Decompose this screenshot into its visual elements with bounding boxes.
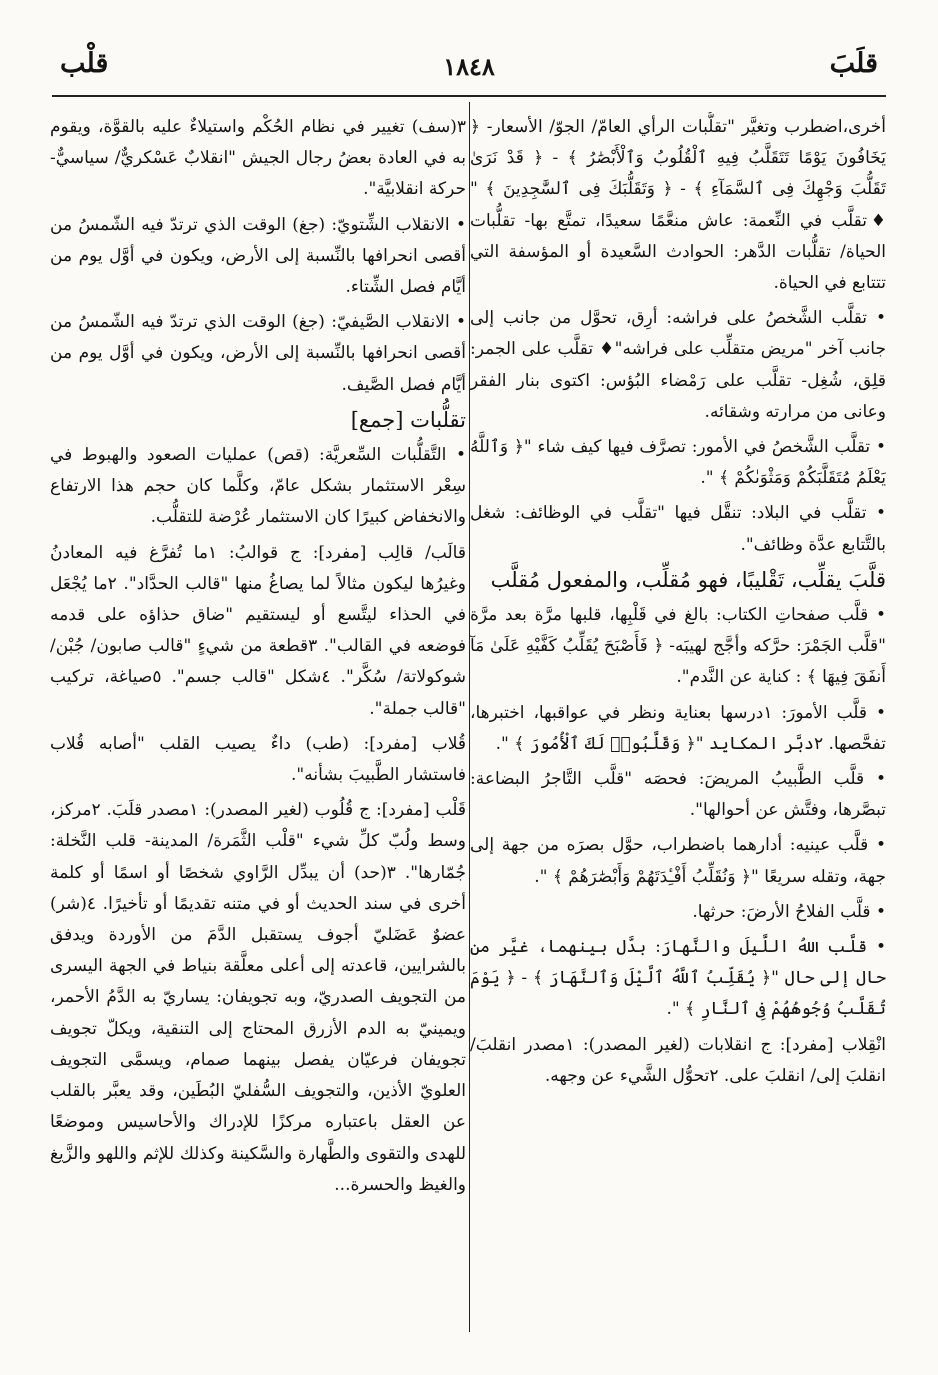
running-head-left: قلْب (60, 48, 109, 79)
headword-entry: قَلْب [مفرد]: ج قُلُوب (لغير المصدر): ١مصدر قلَبَ. ٢مركز، وسط ولُبّ كلِّ شيء "قلْب الثَّمَرة/ المدينة- قلب النَّخلة: جُمّارها". ٣(حد) أن يبدِّل الرَّاوي شخصًا أو اسمًا أو كلمة أخرى في سند الحديث أو في متنه تقديمًا أو تأخيرًا. ٤(شر) عضوٌ عَضَليّ أجوف يستقبل الدَّمَ من الأوردة ويدفق بالشرايين، قاعدته إلى أعلى معلَّقة بنياط في الجهة اليسرى من التجويف الصدريّ، وبه تجويفان: يساريّ به الدَّمُ الأحمر، ويمينيّ به الدم الأزرق المحتاج إلى التنقية، ويكلّ تجويف تجويفان فرعيّان يفصل بينهما صمام، ويسمَّى التجويف العلويّ الأذين، والتجويف السُّفليّ البُطَين، وقد يعبَّر بالقلب عن العقل باعتباره مركزًا للإدراك والأحاسيس وموضعًا للهدى والتقوى والطَّهارة والسَّكينة وكذلك للإثم واللهو والزَّيغ والغيظ والحسرة... (50, 800, 466, 1195)
page-header (52, 48, 886, 94)
headword-entry: قالَب/ قالِب [مفرد]: ج قوالبُ: ١ما تُفرَّغ فيه المعادنُ وغيرُها ليكون مثالاً لما يصاغُ منها "قالب الحدَّاد". ٢ما يُجْعَل في الحذاء ليتَّسع أو ليستقيم "ضاق حذاؤه على قدمه فوضعه في القالب". ٣قطعة من شيءٍ "قالب صابون/ جُبْن/ شوكولاتة/ سُكَّر". ٤شكل "قالب جسم". ٥صياغة، تركيب "قالب جملة". (50, 542, 466, 719)
entry-paragraph: • تقلَّب الشَّخصُ على فراشه: أرِق، تحوَّل من جانب إلى جانب آخر "مريض متقلِّب على فراشه"♦ تقلَّب على الجمر: قلِق، شُغِل- تقلَّب على رَمْضاء البُؤس: اكتوى بنار الفقر وعانى من مرارته وشقائه. (470, 308, 886, 422)
headword-entry: انْقِلاب [مفرد]: ج انقلابات (لغير المصدر): ١مصدر انقلبَ/ انقلبَ إلى/ انقلبَ على. ٢تحوُّل الشَّيء عن وجهه. (470, 1034, 886, 1086)
running-head-right: قلَبَ (829, 48, 878, 79)
header-rule (52, 95, 886, 97)
entry-paragraph: • تقلَّب في البلاد: تنقَّل فيها "تقلَّب في الوظائف: شغل بالتَّتابع عدَّة وظائف". (470, 503, 886, 555)
page-number: ١٨٤٨ (443, 52, 495, 81)
entry-paragraph: أخرى،اضطرب وتغيَّر "تقلُّبات الرأي العامّ/ الجوّ/ الأسعار- ﴿ يَخَافُونَ يَوْمًا تَتَقَلَّبُ فِيهِ ٱلْقُلُوبُ وَٱلْأَبْصَٰرُ ﴾ - ﴿ قَدْ نَرَىٰ تَقَلُّبَ وَجْهِكَ فِى ٱلسَّمَآءِ ﴾ - ﴿ وَتَقَلُّبَكَ فِى ٱلسَّٰجِدِينَ ﴾ " ♦تقلَّب في النِّعمة: عاش منعَّمًا سعيدًا، تمتَّع بها- تقلُّبات الحياة/ تقلُّبات الدَّهر: الحوادث السَّعيدة أو المؤسفة التي تتتابع في الحياة. (470, 117, 886, 294)
right-column (470, 112, 886, 1330)
section-heading: تقلُّبات [جمع] (350, 407, 466, 432)
entry-paragraph: • قلَّب الفلاحُ الأرضَ: حرثها. (692, 901, 886, 922)
entry-paragraph: • تقلَّب الشَّخصُ في الأمور: تصرَّف فيها كيف شاء "﴿ وَٱللَّهُ يَعْلَمُ مُتَقَلَّبَكُمْ وَمَثْوَىٰكُمْ ﴾ ". (470, 437, 886, 489)
entry-paragraph: • قلَّب الأمورَ: ١درسها بعناية ونظر في عواقبها، اختبرها، تفحَّصها. ٢دبَّر المكايد "﴿ وَقَلَّبُوا۟ لَكَ ٱلْأُمُورَ ﴾ ". (470, 702, 886, 754)
headword-entry: قُلاب [مفرد]: (طب) داءٌ يصيب القلب "أصابه قُلاب فاستشار الطَّبيبَ بشأنه". (50, 733, 466, 786)
entry-paragraph: • قلَّب عينيه: أدارهما باضطراب، حوَّل بصرَه من جهة إلى جهة، وتقله سريعًا "﴿ وَنُقَلِّبُ أَفْـِٔدَتَهُمْ وَأَبْصَٰرَهُمْ ﴾ ". (470, 835, 886, 887)
entry-paragraph: • الانقلاب الشِّتويّ: (جغ) الوقت الذي ترتدّ فيه الشّمسُ من أقصى انحرافها بالنِّسبة إلى الأرض، ويكون في أوَّل يوم من أيَّام فصل الشِّتاء. (50, 214, 466, 298)
verb-conjugation-heading: قلَّبَ يقلِّب، تَقْليبًا، فهو مُقلِّب، والمفعول مُقلَّب (490, 567, 886, 592)
entry-paragraph: ٣(سف) تغيير في نظام الحُكْم واستيلاءٌ عليه بالقوَّة، ويقوم به في العادة بعضُ رجال الجيش "انقلابٌ عَسْكريٌّ/ سياسيٌّ- حركة انقلابيَّة". (50, 117, 466, 200)
left-column (50, 112, 466, 1330)
entry-paragraph: • قلَّب صفحاتِ الكتاب: بالغ في قَلْبِها، قلبها مرَّة بعد مرَّة "قلَّب الجَمْرَ: حرَّكه وأجَّج لهيبَه- ﴿ فَأَصْبَحَ يُقَلِّبُ كَفَّيْهِ عَلَىٰ مَآ أَنفَقَ فِيهَا ﴾ : كناية عن النَّدم". (470, 605, 886, 688)
entry-paragraph: • التَّقلُّبات السِّعريَّة: (قص) عمليات الصعود والهبوط في سِعْر الاستثمار بشكل عامّ، وكلَّما كان حجم هذا الارتفاع والانخفاض كبيرًا كان الاستثمار عُرْضة للتقلُّب. (50, 445, 466, 528)
entry-paragraph: • قلَّب الطَّبيبُ المريضَ: فحصَه "قلَّب التَّاجرُ البضاعة: تبصَّرها، وفتَّش عن أحوالها". (470, 769, 886, 821)
entry-paragraph: • قلَّب اللهُ اللَّيلَ والنَّهارَ: بدَّل بينهما، غيَّر من حال إلى حال "﴿ يُقَلِّبُ ٱللَّهُ ٱلَّيْلَ وَٱلنَّهَارَ ﴾ - ﴿ يَوْمَ تُقَلَّبُ وُجُوهُهُمْ فِى ٱلنَّارِ ﴾ ". (470, 937, 886, 1020)
entry-paragraph: • الانقلاب الصَّيفيّ: (جغ) الوقت الذي ترتدّ فيه الشّمسُ من أقصى انحرافها بالنِّسبة إلى الأرض، ويكون في أوَّل يوم من أيَّام فصل الصَّيف. (50, 312, 466, 395)
